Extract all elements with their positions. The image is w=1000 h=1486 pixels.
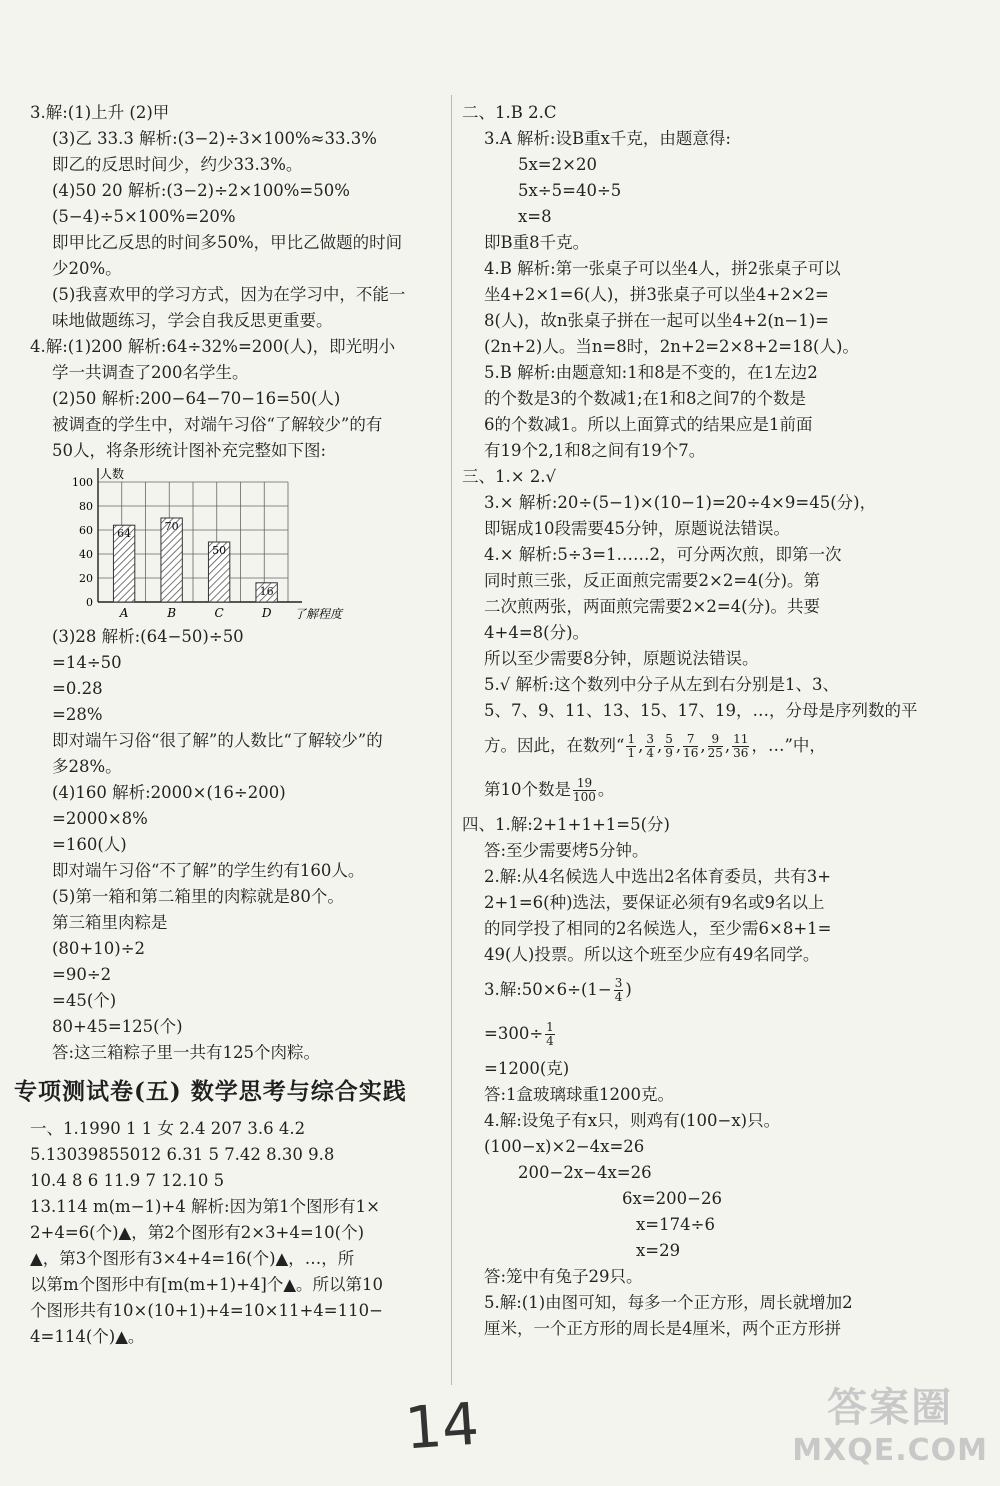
s1-line: 以第m个图形中有[m(m+1)+4]个▲。所以第10: [30, 1275, 384, 1294]
q3-line: 味地做题练习，学会自我反思更重要。: [52, 311, 333, 330]
s4-formula-line: [462, 968, 982, 1012]
q4-line: 即对端午习俗“很了解”的人数比“了解较少”的: [52, 731, 383, 750]
fraction-numerator: 5: [665, 732, 673, 746]
fraction-numerator: 3: [646, 732, 654, 746]
bar-value-label: 16: [259, 584, 274, 598]
s3-line: 5.√ 解析:这个数列中分子从左到右分别是1、3、: [484, 675, 840, 694]
s2-line: 3.A 解析:设B重x千克，由题意得:: [484, 129, 731, 148]
q4-line: 答:这三箱粽子里一共有125个肉粽。: [52, 1043, 321, 1062]
s2-line: 5x=2×20: [518, 155, 597, 174]
fraction-numerator: 9: [708, 733, 723, 747]
fraction-denominator: 1: [627, 746, 636, 760]
bar-value-label: 50: [212, 544, 227, 557]
y-tick-label: 80: [79, 500, 93, 513]
s3-line: 4+4=8(分)。: [484, 623, 590, 642]
s4-text: =300÷: [484, 1024, 544, 1043]
q4-line: 4.解:(1)200 解析:64÷32%=200(人)，即光明小: [30, 337, 396, 356]
q4-line: =14÷50: [52, 653, 122, 672]
s4-line: 4.解:设兔子有x只，则鸡有(100−x)只。: [484, 1111, 781, 1130]
s1-line: 10.4 8 6 11.9 7 12.10 5: [30, 1171, 225, 1190]
s4-line: 200−2x−4x=26: [518, 1163, 652, 1182]
s2-line: 6的个数减1。所以上面算式的结果应是1前面: [484, 415, 813, 434]
s1-line: 13.114 m(m−1)+4 解析:因为第1个图形有1×: [30, 1197, 380, 1216]
s4-line: 厘米，一个正方形的周长是4厘米，两个正方形拼: [484, 1319, 841, 1338]
s2-line: 坐4+2×1=6(人)，拼3张桌子可以坐4+2×2=: [484, 285, 829, 304]
q4-line: (2)50 解析:200−64−70−16=50(人): [52, 389, 341, 408]
fraction: [664, 733, 674, 760]
s4-line: 2+1=6(种)选法，要保证必须有9名或9名以上: [484, 893, 825, 912]
fraction-denominator: 4: [646, 746, 654, 760]
fraction-denominator: 4: [546, 1034, 554, 1048]
s1-line: 个图形共有10×(10+1)+4=10×11+4=110−: [30, 1301, 383, 1320]
s3-line: 所以至少需要8分钟，原题说法错误。: [484, 649, 759, 668]
s1-line: 一、1.1990 1 1 女 2.4 207 3.6 4.2: [30, 1119, 306, 1138]
fraction-numerator: 3: [614, 976, 623, 990]
fraction: [645, 733, 655, 760]
page-number: 14: [402, 1389, 482, 1463]
right-column: [462, 100, 982, 1342]
watermark: [792, 1376, 988, 1468]
s3-sequence-line: 方。因此，在数列“ $\frac{1}{1}$ , $\frac{3}{4}$ , $\frac{5}{9}$ , $\frac{7}{16}$ , $\frac{9}{25}$ , $\frac{11}{36}$ ，…”中，: [484, 732, 826, 760]
fraction: [626, 733, 636, 760]
fraction: [545, 1021, 555, 1048]
s2-line: 4.B 解析:第一张桌子可以坐4人，拼2张桌子可以: [484, 259, 841, 278]
q4-line: 80+45=125(个): [52, 1017, 183, 1036]
s3-line: 4.× 解析:5÷3=1……2，可分两次煎，即第一次: [484, 545, 842, 564]
q4-line: (5)第一箱和第二箱里的肉粽就是80个。: [52, 887, 344, 906]
fraction-denominator: 16: [683, 746, 699, 760]
s1-line: 4=114(个)▲。: [30, 1327, 145, 1346]
x-tick-label: B: [167, 606, 177, 620]
y-tick-label: 60: [79, 524, 93, 537]
s3-text: 第10个数是: [484, 780, 571, 799]
s3-text: 方。因此，在数列“: [484, 736, 625, 755]
s4-line: 49(人)投票。所以这个班至少应有49名同学。: [484, 945, 820, 964]
s4-line: =1200(克): [484, 1059, 570, 1078]
q4-line: (4)160 解析:2000×(16÷200): [52, 783, 286, 802]
q3-line: 少20%。: [52, 259, 122, 278]
bar-chart: [50, 464, 370, 624]
q4-line: 多28%。: [52, 757, 122, 776]
section-title: 专项测试卷(五) 数学思考与综合实践: [14, 1078, 407, 1105]
q4-line: =45(个): [52, 991, 117, 1010]
y-tick-label: 20: [79, 572, 93, 585]
bar-chart-container: [50, 464, 440, 624]
s4-line: 答:1盒玻璃球重1200克。: [484, 1085, 675, 1104]
fraction-denominator: 25: [707, 746, 723, 760]
s4-line: 四、1.解:2+1+1+1=5(分): [462, 815, 670, 834]
fraction-numerator: 19: [573, 777, 596, 791]
q3-line: (4)50 20 解析:(3−2)÷2×100%=50%: [52, 181, 350, 200]
q4-line: (3)28 解析:(64−50)÷50: [52, 627, 244, 646]
fraction-numerator: 11: [733, 732, 749, 746]
q4-line: =160(人): [52, 835, 127, 854]
q3-line: 即乙的反思时间少，约少33.3%。: [52, 155, 303, 174]
watermark-logo: 答案圈: [827, 1385, 954, 1431]
fraction-denominator: 36: [733, 746, 749, 760]
s1-line: 5.13039855012 6.31 5 7.42 8.30 9.8: [30, 1145, 335, 1164]
s3-answer-line: [462, 768, 982, 812]
q3-line: 3.解:(1)上升 (2)甲: [30, 103, 170, 122]
q4-line: 学一共调查了200名学生。: [52, 363, 249, 382]
s3-text: ，…”中，: [751, 736, 826, 755]
q3-line: (3)乙 33.3 解析:(3−2)÷3×100%≈33.3%: [52, 129, 377, 148]
fraction-denominator: 9: [665, 746, 673, 760]
fraction: [732, 733, 749, 760]
s2-line: (2n+2)人。当n=8时，2n+2=2×8+2=18(人)。: [484, 337, 859, 356]
s3-line: 即锯成10段需要45分钟，原题说法错误。: [484, 519, 790, 538]
s4-line: 6x=200−26: [622, 1189, 722, 1208]
column-divider: [451, 95, 452, 1385]
y-tick-label: 0: [86, 596, 93, 609]
s3-line: 三、1.× 2.√: [462, 467, 557, 486]
s2-line: 8(人)，故n张桌子拼在一起可以坐4+2(n−1)=: [484, 311, 829, 330]
fraction-numerator: 1: [546, 1020, 554, 1034]
q4-line: =0.28: [52, 679, 103, 698]
fraction: [683, 733, 698, 760]
s2-line: 5.B 解析:由题意知:1和8是不变的，在1左边2: [484, 363, 818, 382]
s3-line: 3.× 解析:20÷(5−1)×(10−1)=20÷4×9=45(分)，: [484, 493, 877, 512]
fraction: [573, 777, 596, 804]
y-tick-label: 100: [72, 476, 93, 489]
y-tick-label: 40: [79, 548, 93, 561]
watermark-site: MXQE.COM: [792, 1433, 988, 1468]
s4-line: 答:至少需要烤5分钟。: [484, 841, 649, 860]
left-column: [14, 100, 440, 1350]
q4-line: =28%: [52, 705, 103, 724]
q3-line: (5−4)÷5×100%=20%: [52, 207, 236, 226]
s2-line: 有19个2,1和8之间有19个7。: [484, 441, 706, 460]
x-tick-label: D: [261, 606, 272, 620]
q4-line: 被调查的学生中，对端午习俗“了解较少”的有: [52, 415, 383, 434]
q4-line: =2000×8%: [52, 809, 148, 828]
s2-line: 5x÷5=40÷5: [518, 181, 622, 200]
fraction-numerator: 7: [683, 733, 698, 747]
fraction: [614, 977, 624, 1004]
q4-line: =90÷2: [52, 965, 112, 984]
s4-line: 5.解:(1)由图可知，每多一个正方形，周长就增加2: [484, 1293, 853, 1312]
s4-line: 的同学投了相同的2名候选人，至少需6×8+1=: [484, 919, 832, 938]
fraction: [708, 733, 723, 760]
s2-line: x=8: [518, 207, 552, 226]
q3-line: 即甲比乙反思的时间多50%，甲比乙做题的时间: [52, 233, 403, 252]
bar-value-label: 70: [164, 520, 179, 533]
x-axis-label: 了解程度: [294, 607, 343, 621]
fraction-denominator: 100: [573, 790, 596, 804]
s4-line: 2.解:从4名候选人中选出2名体育委员，共有3+: [484, 867, 832, 886]
s2-line: 二、1.B 2.C: [462, 103, 557, 122]
s4-line: x=29: [636, 1241, 681, 1260]
x-tick-label: A: [119, 606, 129, 620]
s1-line: 2+4=6(个)▲，第2个图形有2×3+4=10(个): [30, 1223, 365, 1242]
s2-line: 即B重8千克。: [484, 233, 590, 252]
s4-line: 答:笼中有兔子29只。: [484, 1267, 643, 1286]
s4-line: (100−x)×2−4x=26: [484, 1137, 645, 1156]
y-axis-label: 人数: [100, 467, 125, 481]
s4-line: x=174÷6: [636, 1215, 715, 1234]
s4-text: ): [625, 980, 632, 999]
q4-line: (80+10)÷2: [52, 939, 146, 958]
q3-line: (5)我喜欢甲的学习方式，因为在学习中，不能一: [52, 285, 406, 304]
q4-line: 第三箱里肉粽是: [52, 913, 168, 932]
s1-line: ▲，第3个图形有3×4+4=16(个)▲，…，所: [30, 1249, 355, 1268]
s3-line: 同时煎三张，反正面煎完需要2×2=4(分)。第: [484, 571, 821, 590]
bar-value-label: 64: [117, 527, 132, 541]
s3-text: 。: [597, 780, 615, 799]
s4-text: 3.解:50×6÷(1−: [484, 980, 612, 999]
q4-line: 50人，将条形统计图补充完整如下图:: [52, 441, 327, 460]
fraction-denominator: 4: [614, 990, 623, 1004]
s2-line: 的个数是3的个数减1;在1和8之间7的个数是: [484, 389, 807, 408]
s3-line: 二次煎两张，两面煎完需要2×2=4(分)。共要: [484, 597, 821, 616]
fraction-numerator: 1: [627, 732, 636, 746]
x-tick-label: C: [214, 606, 224, 620]
s3-line: 5、7、9、11、13、15、17、19，…，分母是序列数的平: [484, 701, 918, 720]
q4-line: 即对端午习俗“不了解”的学生约有160人。: [52, 861, 365, 880]
s4-formula-line: [462, 1012, 982, 1056]
